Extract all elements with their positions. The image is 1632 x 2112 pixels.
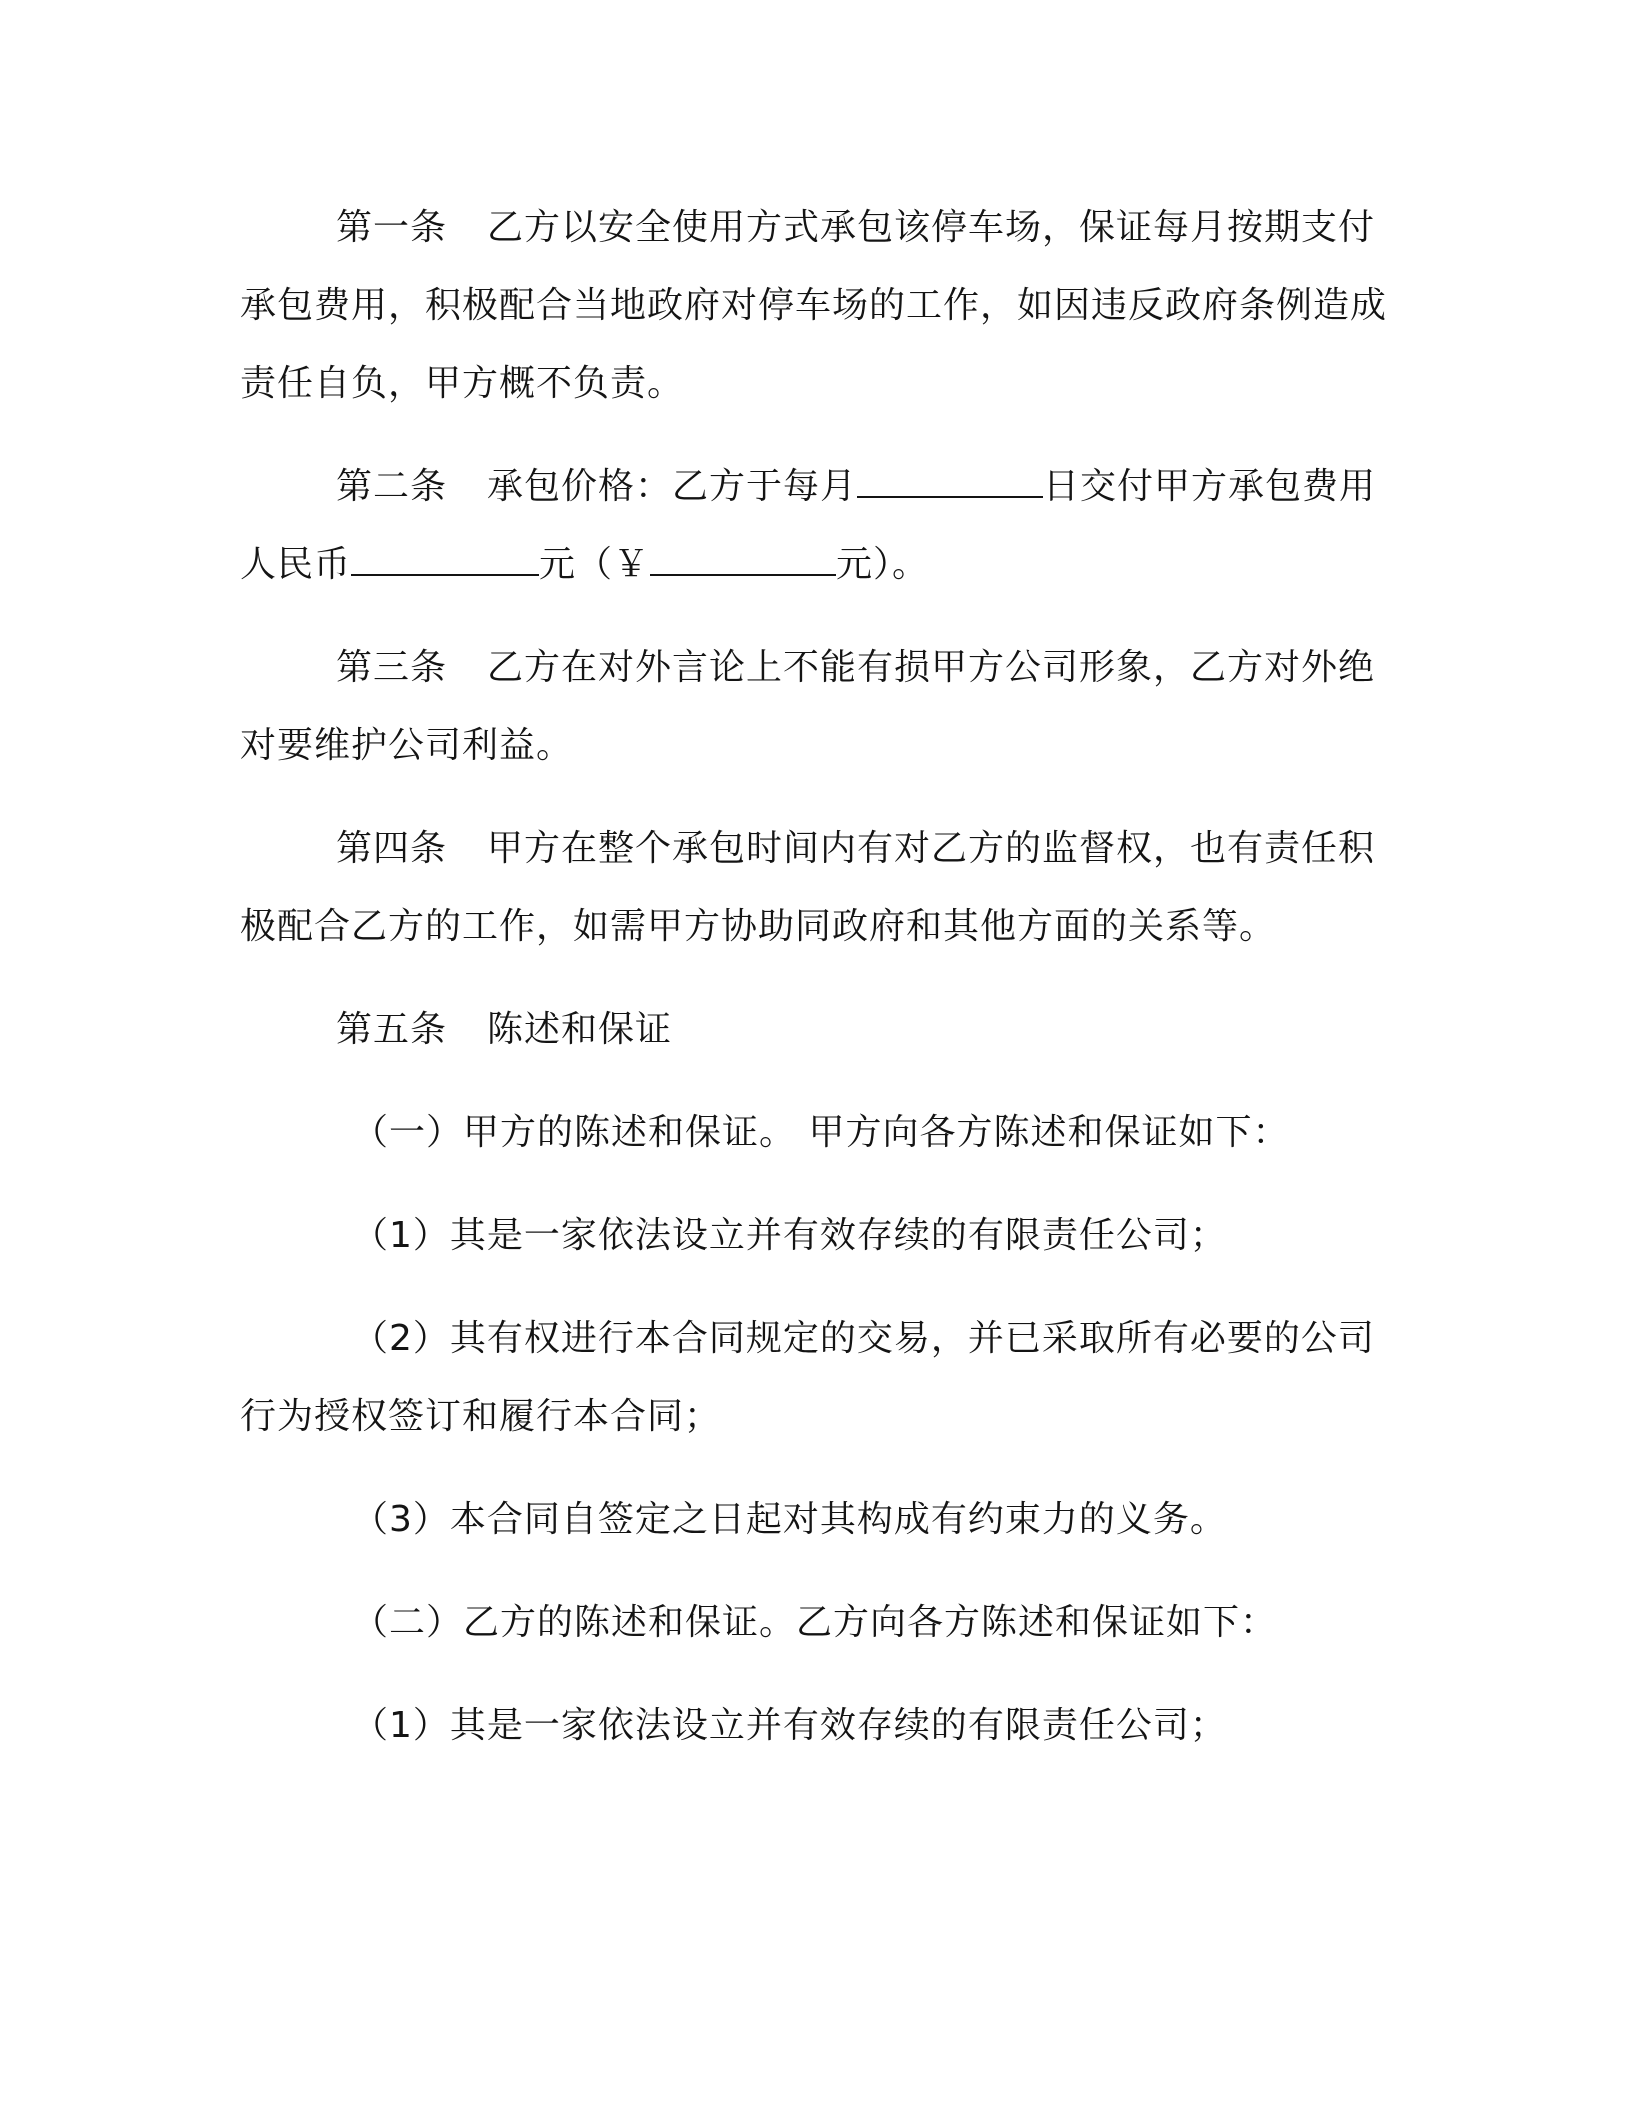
section-1-item-3: （3）本合同自签定之日起对其构成有约束力的义务。	[352, 1499, 1227, 1540]
article-5	[240, 991, 1390, 1069]
article-3-text: 乙方在对外言论上不能有损甲方公司形象，乙方对外绝对要维护公司利益。	[240, 647, 1376, 766]
article-2	[240, 448, 1390, 604]
section-1-item-1: （1）其是一家依法设立并有效存续的有限责任公司；	[352, 1215, 1227, 1256]
section-1-heading: （一）甲方的陈述和保证。 甲方向各方陈述和保证如下：	[352, 1112, 1290, 1153]
article-1-text: 乙方以安全使用方式承包该停车场，保证每月按期支付承包费用，积极配合当地政府对停车场的工作，如因违反政府条例造成责任自负，甲方概不负责。	[240, 207, 1388, 404]
section-1-item-2: （2）其有权进行本合同规定的交易，并已采取所有必要的公司行为授权签订和履行本合同；	[240, 1318, 1375, 1437]
article-2-text-b: 日交付甲方承包费用人民币	[240, 466, 1377, 585]
article-2-text-c: 元（￥	[539, 544, 651, 585]
amount-number-blank[interactable]	[650, 544, 836, 576]
article-4-label: 第四条	[336, 828, 448, 869]
article-2-text-a: 承包价格：乙方于每月	[487, 466, 858, 507]
document-body	[240, 189, 1390, 1790]
article-3-label: 第三条	[336, 647, 448, 688]
article-4-text: 甲方在整个承包时间内有对乙方的监督权，也有责任积极配合乙方的工作，如需甲方协助同政府和其他方面的关系等。	[240, 828, 1376, 947]
article-1	[240, 189, 1390, 423]
article-5-text: 陈述和保证	[487, 1009, 673, 1050]
section-2-heading: （二）乙方的陈述和保证。乙方向各方陈述和保证如下：	[352, 1602, 1278, 1643]
article-5-label: 第五条	[336, 1009, 448, 1050]
article-2-label: 第二条	[336, 466, 448, 507]
article-3	[240, 629, 1390, 785]
section-2-item-1: （1）其是一家依法设立并有效存续的有限责任公司；	[352, 1705, 1227, 1746]
amount-rmb-blank[interactable]	[351, 544, 539, 576]
article-2-text-d: 元）。	[836, 544, 930, 585]
article-4	[240, 810, 1390, 966]
article-1-label: 第一条	[336, 207, 448, 248]
payment-day-blank[interactable]	[857, 466, 1043, 498]
